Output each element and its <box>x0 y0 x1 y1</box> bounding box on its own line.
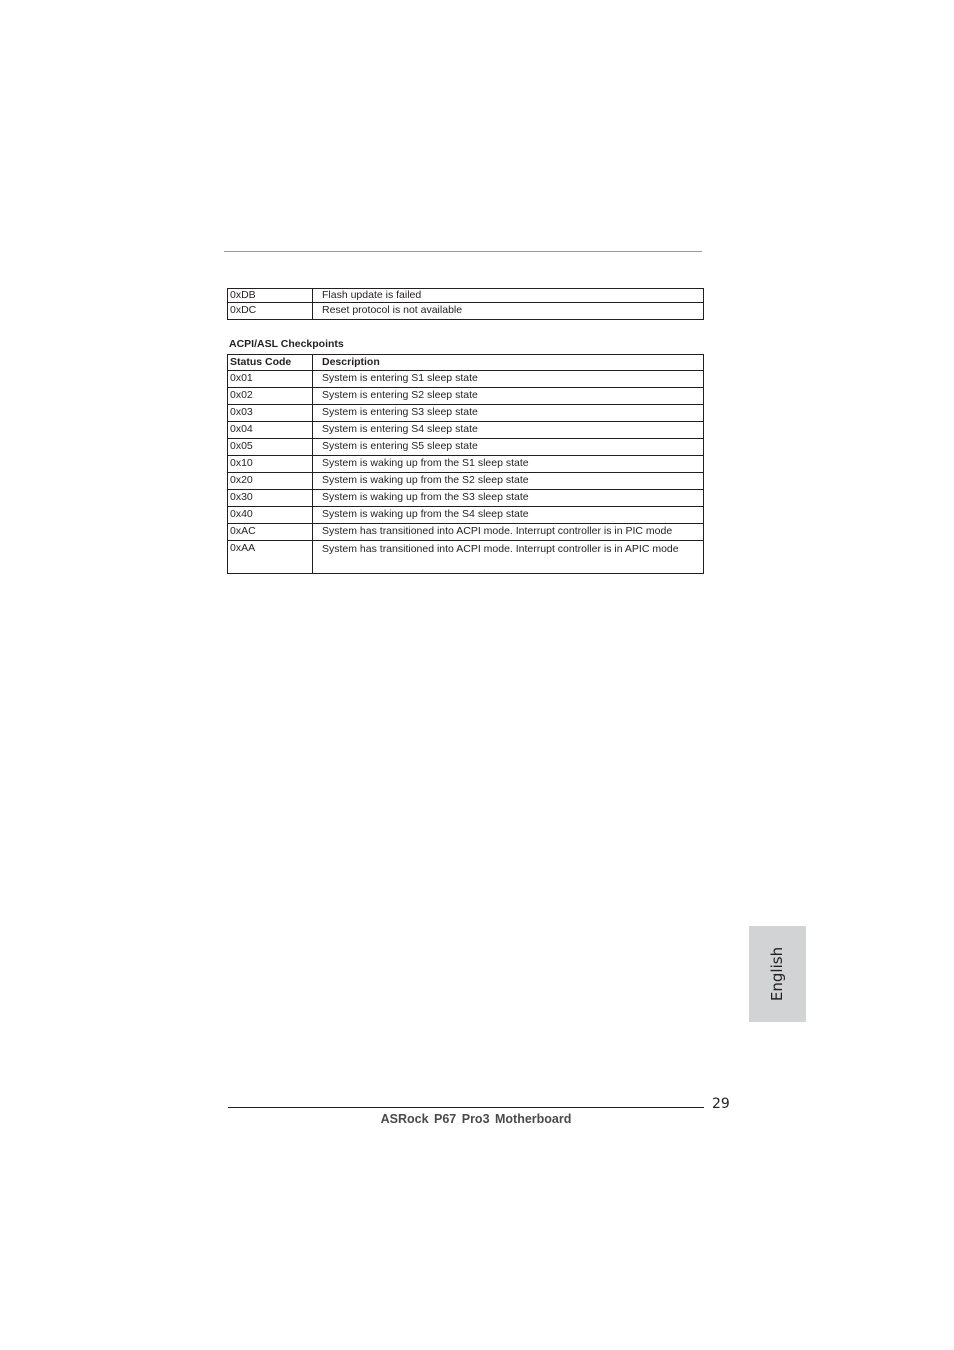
description-cell: System is waking up from the S3 sleep state <box>313 490 704 507</box>
description-cell: System is entering S2 sleep state <box>313 388 704 405</box>
description-cell: System is entering S4 sleep state <box>313 422 704 439</box>
status-code-cell: 0x03 <box>228 405 313 422</box>
description-cell: System is entering S5 sleep state <box>313 439 704 456</box>
table-row <box>228 490 704 507</box>
footer-title: ASRock P67 Pro3 Motherboard <box>380 1112 572 1126</box>
page-number: 29 <box>712 1096 730 1112</box>
status-code-cell: 0x20 <box>228 473 313 490</box>
table-row <box>228 289 704 303</box>
status-code-cell: 0xAA <box>228 541 313 574</box>
status-code-cell: 0x30 <box>228 490 313 507</box>
description-cell: System is entering S3 sleep state <box>313 405 704 422</box>
table-row <box>228 541 704 574</box>
description-cell: Reset protocol is not available <box>313 303 704 320</box>
description-cell: System has transitioned into ACPI mode. Interrupt controller is in PIC mode <box>313 524 704 541</box>
status-code-cell: 0x01 <box>228 371 313 388</box>
status-code-cell: 0x04 <box>228 422 313 439</box>
table-row <box>228 422 704 439</box>
checkpoint-table-continued <box>227 288 704 320</box>
column-header-description: Description <box>313 355 704 371</box>
footer-divider <box>228 1107 704 1108</box>
status-code-cell: 0x10 <box>228 456 313 473</box>
status-code-cell: 0x02 <box>228 388 313 405</box>
table-row <box>228 405 704 422</box>
status-code-cell: 0x05 <box>228 439 313 456</box>
table-row <box>228 303 704 320</box>
table-row <box>228 507 704 524</box>
language-side-tab <box>749 926 806 1022</box>
description-cell: System is waking up from the S1 sleep state <box>313 456 704 473</box>
status-code-cell: 0xDC <box>228 303 313 320</box>
acpi-checkpoint-table <box>227 354 704 574</box>
table-row <box>228 439 704 456</box>
description-cell: System has transitioned into ACPI mode. Interrupt controller is in APIC mode <box>313 541 704 574</box>
description-cell: System is waking up from the S4 sleep state <box>313 507 704 524</box>
column-header-status-code: Status Code <box>228 355 313 371</box>
status-code-cell: 0xDB <box>228 289 313 303</box>
table-row <box>228 473 704 490</box>
section-heading: ACPI/ASL Checkpoints <box>229 338 344 350</box>
table-row <box>228 388 704 405</box>
table-row <box>228 371 704 388</box>
table-row <box>228 456 704 473</box>
description-cell: System is waking up from the S2 sleep state <box>313 473 704 490</box>
header-divider <box>224 251 702 252</box>
status-code-cell: 0xAC <box>228 524 313 541</box>
table-header-row <box>228 355 704 371</box>
table-row <box>228 524 704 541</box>
description-cell: Flash update is failed <box>313 289 704 303</box>
status-code-cell: 0x40 <box>228 507 313 524</box>
description-cell: System is entering S1 sleep state <box>313 371 704 388</box>
language-label: English <box>768 946 786 1002</box>
